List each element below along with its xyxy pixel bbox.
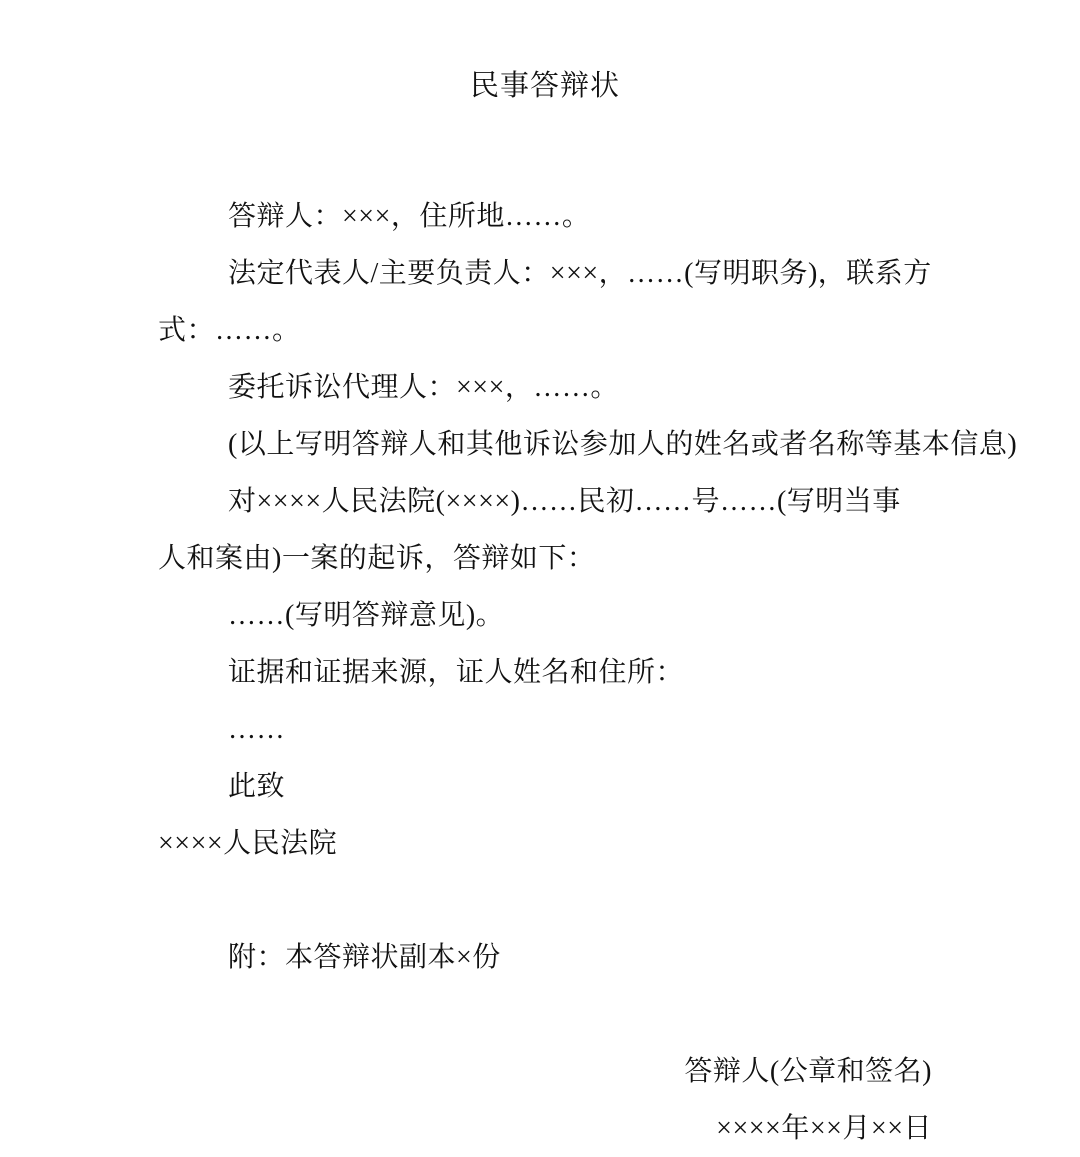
body-line-court-name: ××××人民法院 [158,828,338,859]
body-line-evidence-heading: 证据和证据来源，证人姓名和住所： [228,657,685,688]
body-line-basic-info-note: (以上写明答辩人和其他诉讼参加人的姓名或者名称等基本信息) [228,429,1018,460]
body-line-case-reference: 对××××人民法院(××××)……民初……号……(写明当事 [228,486,901,517]
body-line-ellipsis: …… [228,714,285,745]
document-body [158,188,1018,1157]
body-line-litigation-agent: 委托诉讼代理人：×××，……。 [228,372,619,403]
signature-line: 答辩人(公章和签名) [684,1056,932,1087]
body-line-defense-opinion: ……(写明答辩意见)。 [228,600,505,631]
body-line-respondent: 答辩人：×××，住所地……。 [228,201,591,232]
document-title: 民事答辩状 [469,70,620,102]
date-line: ××××年××月××日 [716,1113,932,1144]
body-line-legal-representative: 法定代表人/主要负责人：×××，……(写明职务)，联系方 [228,258,932,289]
body-line-salutation: 此致 [228,771,286,802]
attachment-note: 附：本答辩状副本×份 [228,942,501,973]
body-line-contact-continuation: 式：……。 [158,315,301,346]
body-line-case-continuation: 人和案由)一案的起诉，答辩如下： [158,543,596,574]
signature-block [158,1043,932,1157]
